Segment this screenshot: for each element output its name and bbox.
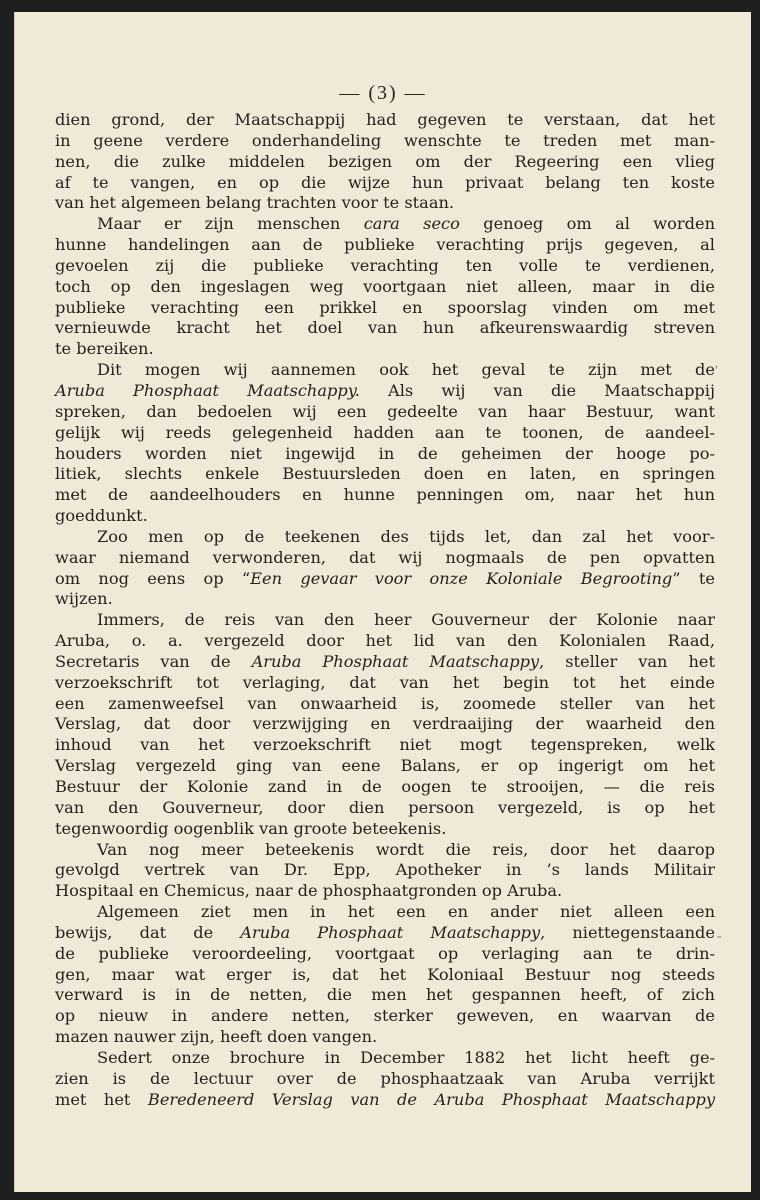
text-line (55, 985, 715, 1006)
text-span: gevoelen zij die publieke verachting ten volle te verdienen, (55, 255, 715, 275)
text-line (55, 756, 715, 777)
text-span: dien grond, der Maatschappij had gegeven te verstaan, dat het (55, 110, 715, 129)
text-span: inhoud van het verzoekschrift niet mogt tegenspreken, welk (55, 735, 715, 755)
text-span: zien is de lectuur over de phosphaatzaak van Aruba verrijkt (55, 1068, 715, 1088)
text-line (55, 527, 715, 548)
text-span: te bereiken. (55, 339, 154, 359)
italic-span: cara seco (363, 214, 460, 234)
text-line (55, 652, 715, 673)
text-span: , niettegenstaande (540, 922, 715, 942)
text-line (55, 610, 715, 631)
text-span: in geene verdere onderhandeling wenschte te treden met man- (55, 130, 715, 150)
book-page (14, 12, 751, 1192)
text-line (55, 798, 715, 819)
text-line (55, 235, 715, 256)
text-span: nen, die zulke middelen bezigen om der Regeering een vlieg (55, 151, 715, 171)
text-line (55, 318, 715, 339)
text-line (55, 298, 715, 319)
text-line (55, 506, 715, 527)
text-line (55, 110, 715, 131)
text-line (55, 694, 715, 715)
text-span: spreken, dan bedoelen wij een gedeelte van haar Bestuur, want (55, 401, 715, 421)
text-line (55, 214, 715, 235)
text-span: Immers, de reis van den heer Gouverneur der Kolonie naar (97, 610, 715, 630)
text-line (55, 485, 715, 506)
text-line (55, 944, 715, 965)
text-line (55, 360, 715, 381)
text-span: publieke verachting een prikkel en spoorslag vinden om met (55, 297, 715, 317)
text-line (55, 548, 715, 569)
text-line (55, 840, 715, 861)
italic-span: Aruba Phosphaat Maatschappy (240, 922, 541, 942)
text-span: Hospitaal en Chemicus, naar de phosphaatgronden op Aruba. (55, 881, 563, 901)
text-line (55, 714, 715, 735)
text-line (55, 381, 715, 402)
text-span: goeddunkt. (55, 506, 148, 526)
text-span: tegenwoordig oogenblik van groote beteekenis. (55, 818, 447, 838)
text-span: gevolgd vertrek van Dr. Epp, Apotheker in ’s lands Militair (55, 860, 715, 880)
text-span: met het (55, 1089, 148, 1109)
text-line (55, 339, 715, 360)
text-line (55, 735, 715, 756)
text-line (55, 860, 715, 881)
text-line (55, 1006, 715, 1027)
text-span: Zoo men op de teekenen des tijds let, dan zal het voor- (97, 526, 715, 546)
text-span: een zamenweefsel van onwaarheid is, zoomede steller van het (55, 693, 715, 713)
text-line (55, 1048, 715, 1069)
text-span: af te vangen, en op die wijze hun privaat belang ten koste (55, 172, 715, 192)
margin-speck: ʹ (715, 364, 719, 379)
text-span: mazen nauwer zijn, heeft doen vangen. (55, 1027, 378, 1047)
text-span: verward is in de netten, die men het gespannen heeft, of zich (55, 985, 715, 1005)
italic-span: Een gevaar voor onze Koloniale Begrooting (250, 568, 673, 588)
margin-speck: - (717, 929, 722, 944)
text-span: Secretaris van de (55, 651, 252, 671)
text-line (55, 131, 715, 152)
text-line (55, 589, 715, 610)
text-line (55, 1069, 715, 1090)
text-span: Aruba, o. a. vergezeld door het lid van den Kolonialen Raad, (55, 631, 715, 651)
text-line (55, 673, 715, 694)
text-span: met de aandeelhouders en hunne penningen om, naar het hun (55, 485, 715, 505)
text-span: verzoekschrift tot verlaging, dat van het begin tot het einde (55, 672, 715, 692)
text-line (55, 173, 715, 194)
text-span: houders worden niet ingewijd in de geheimen der hooge po- (55, 443, 715, 463)
text-line (55, 256, 715, 277)
text-line (55, 881, 715, 902)
text-line (55, 444, 715, 465)
text-span: toch op den ingeslagen weg voortgaan niet alleen, maar in die (55, 276, 715, 296)
text-line (55, 193, 715, 214)
text-span: op nieuw in andere netten, sterker geweven, en waarvan de (55, 1006, 715, 1026)
text-span: Algemeen ziet men in het een en ander niet alleen een (97, 902, 715, 922)
text-span: hunne handelingen aan de publieke verachting prijs gegeven, al (55, 235, 715, 255)
italic-span: Aruba Phosphaat Maatschappy (251, 651, 540, 671)
page-number: — (3) — (339, 82, 427, 104)
text-span: Verslag vergezeld ging van eene Balans, er op ingerigt om het (55, 756, 715, 776)
text-span: , steller van het (539, 651, 715, 671)
text-line (55, 464, 715, 485)
text-span: gelijk wij reeds gelegenheid hadden aan te toonen, de aandeel- (55, 422, 715, 442)
text-span: Bestuur der Kolonie zand in de oogen te strooijen, — die reis (55, 777, 715, 796)
text-line (55, 152, 715, 173)
text-span: Als wij van die Maatschappij (359, 380, 715, 400)
text-line (55, 569, 715, 590)
text-span: wijzen. (55, 589, 113, 609)
text-line (55, 402, 715, 423)
text-span: Sedert onze brochure in December 1882 het licht heeft ge- (97, 1047, 715, 1067)
text-line (55, 423, 715, 444)
body-text (55, 110, 715, 1111)
text-line (55, 965, 715, 986)
text-span: Verslag, dat door verzwijging en verdraaijing der waarheid den (55, 714, 715, 734)
text-span: Dit mogen wij aannemen ook het geval te zijn met de (97, 360, 715, 380)
text-line (55, 923, 715, 944)
text-span: van den Gouverneur, door dien persoon vergezeld, is op het (55, 797, 715, 817)
text-span: de publieke veroordeeling, voortgaat op verlaging aan te drin- (55, 943, 715, 963)
text-span: om nog eens op “ (55, 568, 251, 588)
text-span: Maar er zijn menschen (97, 214, 364, 234)
text-line (55, 902, 715, 923)
text-span: waar niemand verwonderen, dat wij nogmaals de pen opvatten (55, 547, 715, 567)
italic-span: Beredeneerd Verslag van de Aruba Phosphaat Maatschappy (147, 1089, 715, 1109)
text-line (55, 777, 715, 798)
text-span: van het algemeen belang trachten voor te staan. (55, 193, 455, 213)
text-span: gen, maar wat erger is, dat het Koloniaal Bestuur nog steeds (55, 964, 715, 984)
italic-span: Aruba Phosphaat Maatschappy. (55, 380, 360, 400)
text-span: genoeg om al worden (459, 214, 715, 234)
text-line (55, 1027, 715, 1048)
text-span: bewijs, dat de (55, 922, 241, 942)
text-span: litiek, slechts enkele Bestuursleden doen en laten, en springen (55, 464, 715, 484)
text-span: ” te (672, 568, 715, 588)
text-line (55, 1090, 715, 1111)
text-span: Van nog meer beteekenis wordt die reis, door het daarop (97, 839, 715, 859)
text-span: vernieuwde kracht het doel van hun afkeurenswaardig streven (55, 318, 715, 338)
text-line (55, 819, 715, 840)
text-line (55, 277, 715, 298)
text-line (55, 631, 715, 652)
